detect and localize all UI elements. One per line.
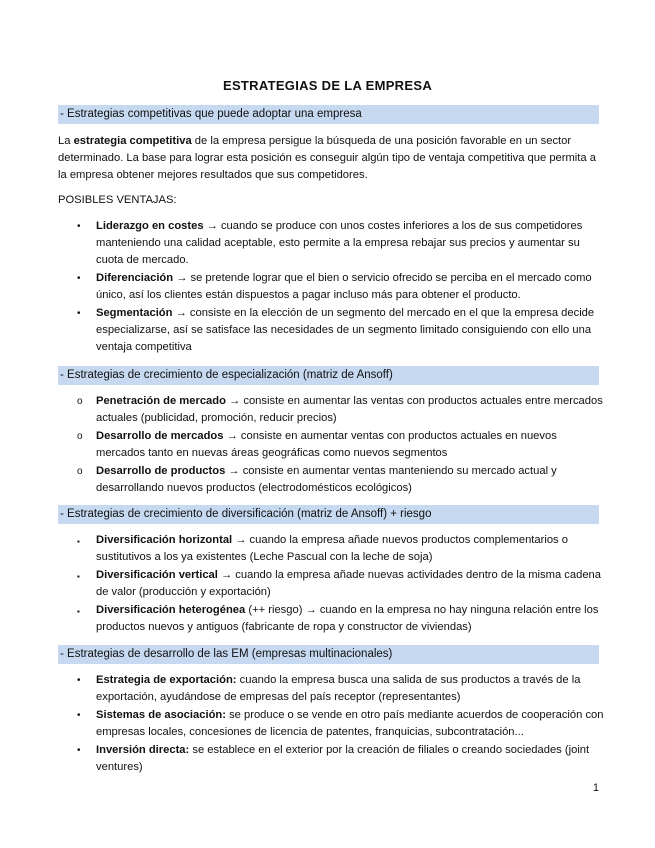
item-bold: Inversión directa: — [96, 744, 190, 756]
list-item — [0, 305, 604, 356]
item-text: cuando la empresa busca una salida de sus productos a través de la exportación, ayudándose de empresas del país receptor (representantes) — [96, 674, 581, 703]
list-item — [0, 463, 604, 497]
item-text: se establece en el exterior por la creación de filiales o creando sociedades (joint ventures) — [96, 744, 590, 773]
list-item — [0, 672, 604, 706]
section-header-multinacionales: - Estrategias de desarrollo de las EM (empresas multinacionales) — [58, 645, 599, 664]
item-bold: Desarrollo de productos — [96, 465, 226, 477]
list-item — [0, 742, 604, 776]
bullet-marker: • — [77, 273, 81, 284]
item-bold: Diversificación heterogénea — [96, 604, 246, 616]
square-bullet-marker: ▪ — [77, 572, 80, 581]
bullet-marker: • — [77, 710, 81, 721]
item-text: → consiste en aumentar ventas con productos actuales en nuevos mercados tanto en nuevas áreas geográficas como nuevos segmentos — [96, 430, 557, 459]
item-bold: Estrategia de exportación: — [96, 674, 237, 686]
intro-paragraph — [58, 133, 603, 184]
item-bold: Diferenciación — [96, 272, 174, 284]
circle-marker: o — [77, 466, 83, 477]
section-header-especializacion: - Estrategias de crecimiento de especialización (matriz de Ansoff) — [58, 366, 599, 385]
intro-pre: La — [58, 135, 74, 147]
item-bold: Desarrollo de mercados — [96, 430, 224, 442]
square-bullet-marker: ▪ — [77, 537, 80, 546]
section-header-diversificacion: - Estrategias de crecimiento de diversificación (matriz de Ansoff) + riesgo — [58, 505, 599, 524]
item-bold: Liderazgo en costes — [96, 220, 204, 232]
item-text: se produce o se vende en otro país mediante acuerdos de cooperación con empresas locales, concesiones de licencia de patentes, franquicias, subcontratación... — [96, 709, 604, 738]
list-item — [0, 707, 604, 741]
item-bold: Sistemas de asociación: — [96, 709, 226, 721]
multinacionales-list — [0, 672, 655, 777]
bullet-marker: • — [77, 675, 81, 686]
subheading-posibles-ventajas: POSIBLES VENTAJAS: — [58, 194, 177, 206]
item-bold: Diversificación horizontal — [96, 534, 233, 546]
page-title: ESTRATEGIAS DE LA EMPRESA — [222, 78, 433, 93]
item-bold: Segmentación — [96, 307, 173, 319]
especializacion-list — [0, 393, 655, 498]
item-bold: Diversificación vertical — [96, 569, 218, 581]
item-text: (++ riesgo) → cuando en la empresa no hay ninguna relación entre los productos nuevos y antiguos (fabricante de ropa y constructor de viviendas) — [96, 604, 599, 633]
diversificacion-list — [0, 532, 655, 637]
list-item — [0, 602, 604, 636]
item-text: → consiste en aumentar las ventas con productos actuales entre mercados actuales (publicidad, promoción, reducir precios) — [96, 395, 603, 424]
item-text: → se pretende lograr que el bien o servicio ofrecido se perciba en el mercado como único, así los clientes están dispuestos a pagar incluso más para obtener el producto. — [96, 272, 592, 301]
intro-post: de la empresa persigue la búsqueda de una posición favorable en un sector determinado. La base para lograr esta posición es conseguir algún tipo de ventaja competitiva que permita a la empresa obtener mejores resultados que sus competidores. — [58, 135, 596, 181]
item-text: → cuando la empresa añade nuevas actividades dentro de la misma cadena de valor (producción y exportación) — [96, 569, 601, 598]
list-item — [0, 393, 604, 427]
item-bold: Penetración de mercado — [96, 395, 226, 407]
list-item — [0, 532, 604, 566]
list-item — [0, 428, 604, 462]
bullet-marker: • — [77, 745, 81, 756]
item-text: → consiste en aumentar ventas manteniendo su mercado actual y desarrollando nuevos productos (electrodomésticos ecológicos) — [96, 465, 557, 494]
circle-marker: o — [77, 431, 83, 442]
item-text: → consiste en la elección de un segmento del mercado en el que la empresa decide especializarse, así se satisface las necesidades de un segmento limitado consiguiendo con ello una ventaja competitiva — [96, 307, 595, 353]
circle-marker: o — [77, 396, 83, 407]
page-number: 1 — [592, 782, 599, 794]
list-item — [0, 218, 604, 269]
square-bullet-marker: ▪ — [77, 607, 80, 616]
item-text: → cuando se produce con unos costes inferiores a los de sus competidores manteniendo una calidad aceptable, esto permite a la empresa rebajar sus precios y aumentar su cuota de mercado. — [96, 220, 583, 266]
advantages-list — [0, 218, 655, 357]
item-text: → cuando la empresa añade nuevos productos complementarios o sustitutivos a los ya existentes (Leche Pascual con la leche de soja) — [96, 534, 568, 563]
intro-bold: estrategia competitiva — [73, 135, 192, 147]
list-item — [0, 567, 604, 601]
bullet-marker: • — [77, 221, 81, 232]
list-item — [0, 270, 604, 304]
bullet-marker: • — [77, 308, 81, 319]
section-header-competitive: - Estrategias competitivas que puede adoptar una empresa — [58, 105, 599, 124]
